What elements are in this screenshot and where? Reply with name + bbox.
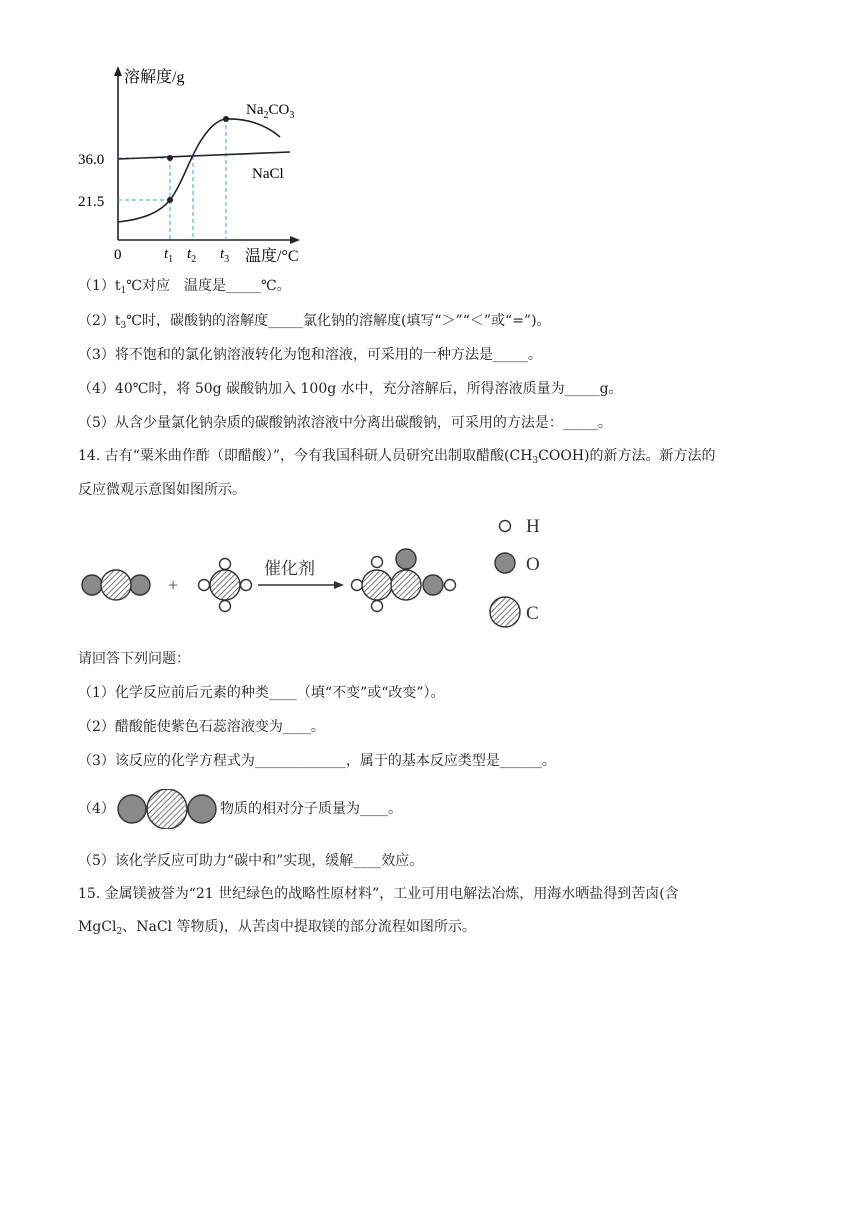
nacl-label: NaCl — [252, 166, 284, 182]
legend-o-icon — [495, 553, 515, 573]
y-axis-label: 溶解度/g — [124, 69, 185, 86]
acetic-acid-molecule — [352, 549, 456, 612]
point-t3 — [223, 116, 229, 122]
x-axis-label: 温度/°C — [245, 248, 299, 262]
legend — [490, 516, 540, 627]
point-t1-21 — [167, 197, 173, 203]
catalyst-label: 催化剂 — [264, 559, 315, 578]
x-axis-arrow — [290, 236, 300, 244]
t1-label: $t_1$ — [164, 246, 174, 262]
q14-part3: （3）该反应的化学方程式为_____________，属于的基本反应类型是______。 — [78, 753, 556, 769]
legend-o: O — [526, 554, 540, 575]
q15-line1: 15. 金属镁被誉为“21 世纪绿色的战略性原材料”，工业可用电解法冶炼，用海水晒盐得到苦卤(含 — [78, 886, 679, 902]
q13-part5: （5）从含少量氯化钠杂质的碳酸钠浓溶液中分离出碳酸钠，可采用的方法是：_____。 — [78, 415, 612, 431]
q13-part3: （3）将不饱和的氯化钠溶液转化为饱和溶液，可采用的一种方法是_____。 — [78, 347, 542, 363]
reaction-arrow-head — [334, 581, 344, 589]
y-tick-36: 36.0 — [78, 152, 105, 168]
q14-part4-text: 物质的相对分子质量为____。 — [220, 801, 402, 817]
plus-sign: + — [168, 575, 179, 595]
nacl-curve — [118, 152, 290, 159]
ch4-molecule — [199, 559, 252, 612]
solubility-graph — [60, 62, 380, 262]
legend-c-icon — [490, 597, 520, 627]
q14-intro-line2: 反应微观示意图如图所示。 — [78, 482, 246, 498]
q13-part2: $(2)t_3℃$时，碳酸钠的溶解度_____氯化钠的溶解度(填写“＞”“＜”或“=”)。 — [78, 313, 551, 331]
q13-part1: $(1)t_1℃$对应 温度是_____℃。 — [78, 278, 291, 296]
q14-part4: （4） — [78, 801, 115, 817]
legend-c: C — [526, 603, 539, 624]
t3-label: $t_3$ — [220, 246, 230, 262]
y-axis-arrow — [114, 66, 122, 76]
t2-label: $t_2$ — [187, 246, 197, 262]
q14-part1: （1）化学反应前后元素的种类____（填“不变”或“改变”）。 — [78, 685, 445, 701]
legend-h: H — [526, 516, 540, 537]
y-tick-21: 21.5 — [78, 194, 105, 210]
q14-ask: 请回答下列问题： — [78, 651, 190, 667]
co2-molecule — [82, 570, 150, 600]
q14-part2: （2）醋酸能使紫色石蕊溶液变为____。 — [78, 719, 325, 735]
co2-molecule-inline — [116, 789, 220, 829]
q14-part5: （5）该化学反应可助力“碳中和”实现，缓解____效应。 — [78, 853, 424, 869]
legend-h-icon — [500, 521, 511, 532]
origin-label: 0 — [114, 247, 122, 262]
point-t1-36 — [167, 155, 173, 161]
reaction-diagram — [76, 512, 556, 637]
q13-part4: （4）40℃时，将 50g 碳酸钠加入 100g 水中，充分溶解后，所得溶液质量为_____g。 — [78, 381, 623, 397]
na2co3-label: $Na_2CO_3$ — [246, 102, 295, 121]
q15-line2: MgCl$_2$、NaCl 等物质)，从苦卤中提取镁的部分流程如图所示。 — [78, 919, 476, 937]
q14-intro-line1: 14. 古有“粟米曲作酢（即醋酸）”，今有我国科研人员研究出制取醋酸$(CH_3COOH)$的新方法。新方法的 — [78, 448, 716, 466]
